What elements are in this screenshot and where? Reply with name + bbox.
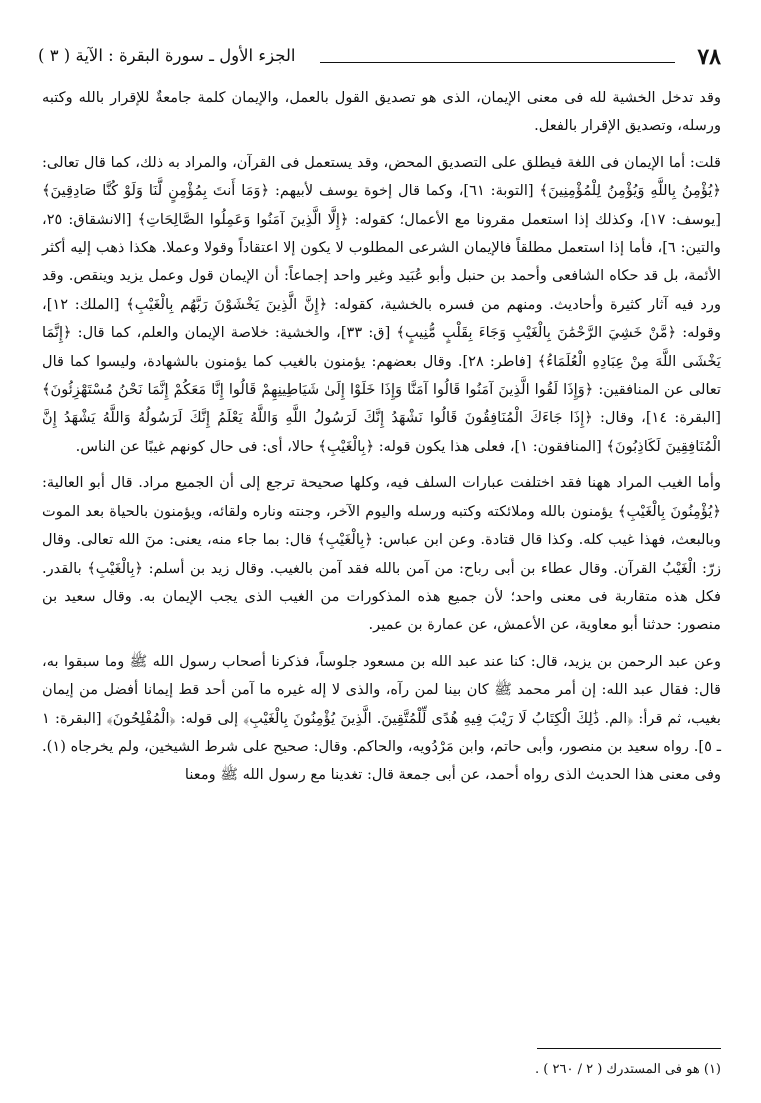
body-text [42,84,721,796]
paragraph: وأما الغيب المراد ههنا فقد اختلفت عبارات السلف فيه، وكلها صحيحة ترجع إلى أن الجميع مراد. قال أبو العالية: ﴿يُؤْمِنُونَ بِالْغَيْبِ﴾ يؤمنون بالله وملائكته وكتبه ورسله واليوم الآخر، وجنته وناره ولقائه، ويؤمنون بالحياة بعد الموت وبالبعث، فهذا غيب كله. وكذا قال قتادة. وعن ابن عباس: ﴿بِالْغَيْبِ﴾ قال: بما جاء منه، يعنى: منَ الله تعالى. وقال زرّ: الْغَيْبُ القرآن. وقال عطاء بن أبى رباح: من آمن بالله فقد آمن بالغيب. وقال زيد بن أسلم: ﴿بِالْغَيْبِ﴾ بالقدر. فكل هذه متقاربة فى معنى واحد؛ لأن جميع هذه المذكورات من الغيب الذى يجب الإيمان به. وقال سعيد بن منصور: حدثنا أبو معاوية، عن الأعمش، عن عمارة بن عمير. [42,474,721,634]
running-title: الجزء الأول ـ سورة البقرة : الآية ( ٣ ) [38,46,296,65]
paragraph: قلت: أما الإيمان فى اللغة فيطلق على التصديق المحض، وقد يستعمل فى القرآن، والمراد به ذلك، كما قال تعالى: ﴿يُؤْمِنُ بِاللَّهِ وَيُؤْمِنُ لِلْمُؤْمِنِينَ﴾ [التوبة: ٦١]، وكما قال إخوة يوسف لأبيهم: ﴿وَمَا أَنتَ بِمُؤْمِنٍ لَّنَا وَلَوْ كُنَّا صَادِقِينَ﴾ [يوسف: ١٧]، وكذلك إذا استعمل مقرونا مع الأعمال؛ كقوله: ﴿إِلَّا الَّذِينَ آمَنُوا وَعَمِلُوا الصَّالِحَاتِ﴾ [الانشقاق: ٢٥، والتين: ٦]، فأما إذا استعمل مطلقاً فالإيمان الشرعى المطلوب لا يكون إلا اعتقاداً وقولا وعملا. هكذا ذهب إليه أكثر الأئمة، بل قد حكاه الشافعى وأحمد بن حنبل وأبو عُبَيد وغير واحد إجماعاً: أن الإيمان قول وعمل يزيد وينقص. وقد ورد فيه آثار كثيرة وأحاديث. ومنهم من فسره بالخشية، كقوله: ﴿إِنَّ الَّذِينَ يَخْشَوْنَ رَبَّهُم بِالْغَيْبِ﴾ [الملك: ١٢]، وقوله: ﴿مَّنْ خَشِيَ الرَّحْمَٰنَ بِالْغَيْبِ وَجَاءَ بِقَلْبٍ مُّنِيبٍ﴾ [ق: ٣٣]، والخشية: خلاصة الإيمان والعلم، كما قال: ﴿إِنَّمَا يَخْشَى اللَّهَ مِنْ عِبَادِهِ الْعُلَمَاءُ﴾ [فاطر: ٢٨]. وقال بعضهم: يؤمنون بالغيب كما يؤمنون بالشهادة، وليسوا كما قال تعالى عن المنافقين: ﴿وَإِذَا لَقُوا الَّذِينَ آمَنُوا قَالُوا آمَنَّا وَإِذَا خَلَوْا إِلَىٰ شَيَاطِينِهِمْ قَالُوا إِنَّا مَعَكُمْ إِنَّمَا نَحْنُ مُسْتَهْزِئُونَ﴾ [البقرة: ١٤]، وقال: ﴿إِذَا جَاءَكَ الْمُنَافِقُونَ قَالُوا نَشْهَدُ إِنَّكَ لَرَسُولُ اللَّهِ وَاللَّهُ يَعْلَمُ إِنَّكَ لَرَسُولُهُ وَاللَّهُ يَشْهَدُ إِنَّ الْمُنَافِقِينَ لَكَاذِبُونَ﴾ [المنافقون: ١]، فعلى هذا يكون قوله: ﴿بِالْغَيْبِ﴾ حالا، أى: فى حال كونهم غيبًا عن الناس. [42,153,721,455]
footnote-rule [537,1048,721,1049]
page-number: ٧٨ [697,44,721,70]
paragraph: وقد تدخل الخشية لله فى معنى الإيمان، الذى هو تصديق القول بالعمل، والإيمان كلمة جامعةٌ للإقرار بالله وكتبه ورسله، وتصديق الإقرار بالفعل. [42,89,721,135]
header-rule [320,62,675,63]
page-header [38,44,721,72]
paragraph: وعن عبد الرحمن بن يزيد، قال: كنا عند عبد الله بن مسعود جلوساً، فذكرنا أصحاب رسول الله ﷺ وما سبقوا به، قال: فقال عبد الله: إن أمر محمد ﷺ كان بينا لمن رآه، والذى لا إله غيره ما آمن أحد قط إيمانا أفضل من إيمان بغيب، ثم قرأ: ﴿الم. ذَٰلِكَ الْكِتَابُ لَا رَيْبَ فِيهِ هُدًى لِّلْمُتَّقِينَ. الَّذِينَ يُؤْمِنُونَ بِالْغَيْبِ﴾ إلى قوله: ﴿الْمُفْلِحُونَ﴾ [البقرة: ١ ـ ٥]. رواه سعيد بن منصور، وأبى حاتم، وابن مَرْدُويه، والحاكم. وقال: صحيح على شرط الشيخين، ولم يخرجاه (١). وفى معنى هذا الحديث الذى رواه أحمد، عن أبى جمعة قال: تغدينا مع رسول الله ﷺ ومعنا [42,652,722,784]
footnote: (١) هو فى المستدرك ( ٢ / ٢٦٠ ) . [535,1062,721,1077]
